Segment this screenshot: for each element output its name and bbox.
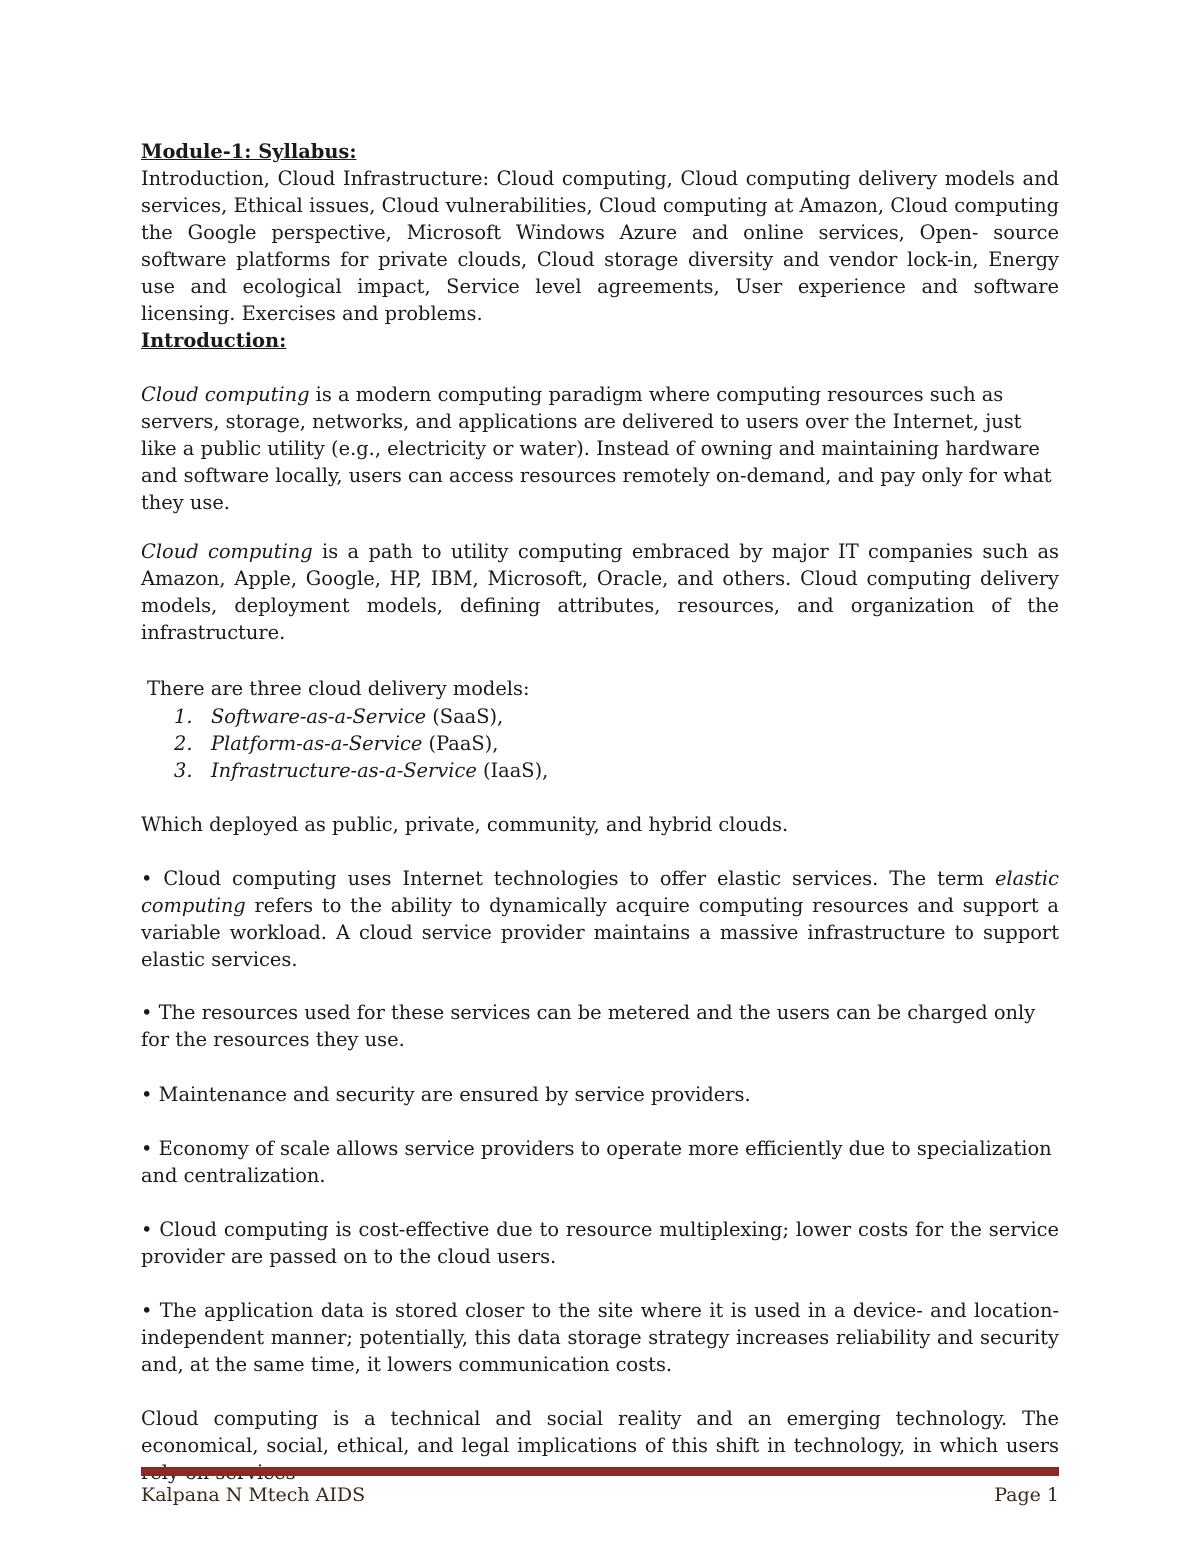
intro-paragraph-1-text: is a modern computing paradigm where computing resources such as servers, storage, networks, and applications are delivered to users over the Internet, just like a public utility (e.g., electricity or water). Instead of owning and maintaining hardware and software locally, users can access resources remotely on-demand, and pay only for what they use. bbox=[141, 383, 1052, 514]
list-item bbox=[141, 730, 1059, 757]
syllabus-heading: Module-1: Syllabus: bbox=[141, 140, 357, 163]
list-item-number: 2. bbox=[174, 732, 193, 755]
closing-paragraph: Cloud computing is a technical and social reality and an emerging technology. The economical, social, ethical, and legal implications of this shift in technology, in which users bbox=[141, 1407, 1059, 1457]
list-item-number: 1. bbox=[174, 705, 193, 728]
bullet-maintenance: • Maintenance and security are ensured by service providers. bbox=[141, 1083, 751, 1106]
intro-paragraph-2 bbox=[141, 538, 1059, 646]
syllabus-text: Introduction, Cloud Infrastructure: Cloud computing, Cloud computing delivery models and services, Ethical issues, Cloud vulnerabilities, Cloud computing at Amazon, Cloud computing the Google perspective, Microsoft Windows Azure and online services, Open- source software platforms for private clouds, Cloud storage diversity and vendor lock-in, Energy use and ecological impact, Service level agreements, User experience and software licensing. Exercises and problems. bbox=[141, 167, 1059, 325]
bullet-metered: • The resources used for these services can be metered and the users can be charged only for the resources they use. bbox=[141, 1001, 1036, 1051]
introduction-heading: Introduction: bbox=[141, 329, 287, 352]
delivery-models-list bbox=[141, 703, 1059, 784]
model-name-saas: Software-as-a-Service bbox=[211, 705, 427, 728]
term-cloud-computing: Cloud computing bbox=[141, 383, 310, 406]
footer-author: Kalpana N Mtech AIDS bbox=[141, 1484, 366, 1506]
term-cloud-computing-2: Cloud computing bbox=[141, 540, 313, 563]
models-intro: There are three cloud delivery models: bbox=[147, 677, 530, 700]
model-abbr-paas: (PaaS), bbox=[422, 732, 499, 755]
bullet-data-storage: • The application data is stored closer to the site where it is used in a device- and location-independent manner; potentially, this data storage strategy increases reliability and security and, at the same time, it lowers communication costs. bbox=[141, 1299, 1059, 1376]
bullet-elastic-post: refers to the ability to dynamically acquire computing resources and support a variable workload. A cloud service provider maintains a massive infrastructure to support elastic services. bbox=[141, 894, 1059, 971]
model-abbr-iaas: (IaaS), bbox=[476, 759, 549, 782]
bullet-economy: • Economy of scale allows service providers to operate more efficiently due to specialization and centralization. bbox=[141, 1137, 1052, 1187]
bullet-elastic bbox=[141, 865, 1059, 973]
footer-rule bbox=[141, 1467, 1059, 1476]
model-name-paas: Platform-as-a-Service bbox=[211, 732, 423, 755]
bullet-cost-effective: • Cloud computing is cost-effective due to resource multiplexing; lower costs for the service provider are passed on to the cloud users. bbox=[141, 1218, 1059, 1268]
list-item-number: 3. bbox=[174, 759, 193, 782]
list-item-text bbox=[211, 703, 503, 730]
bullet-elastic-pre: • Cloud computing uses Internet technologies to offer elastic services. The term bbox=[141, 867, 995, 890]
model-name-iaas: Infrastructure-as-a-Service bbox=[211, 759, 477, 782]
list-item bbox=[141, 757, 1059, 784]
page-number: Page 1 bbox=[994, 1484, 1059, 1506]
model-abbr-saas: (SaaS), bbox=[426, 705, 504, 728]
intro-paragraph-2-text: is a path to utility computing embraced by major IT companies such as Amazon, Apple, Google, HP, IBM, Microsoft, Oracle, and others. Cloud computing delivery models, deployment models, defining attributes, resources, and organization of the infrastructure. bbox=[141, 540, 1060, 644]
list-item-text bbox=[211, 757, 548, 784]
list-item-text bbox=[211, 730, 498, 757]
list-item bbox=[141, 703, 1059, 730]
deployment-sentence: Which deployed as public, private, community, and hybrid clouds. bbox=[141, 813, 789, 836]
intro-paragraph-1 bbox=[141, 381, 1059, 516]
term-elastic-computing: elastic computing bbox=[141, 867, 1059, 917]
page-footer bbox=[141, 1484, 1059, 1512]
